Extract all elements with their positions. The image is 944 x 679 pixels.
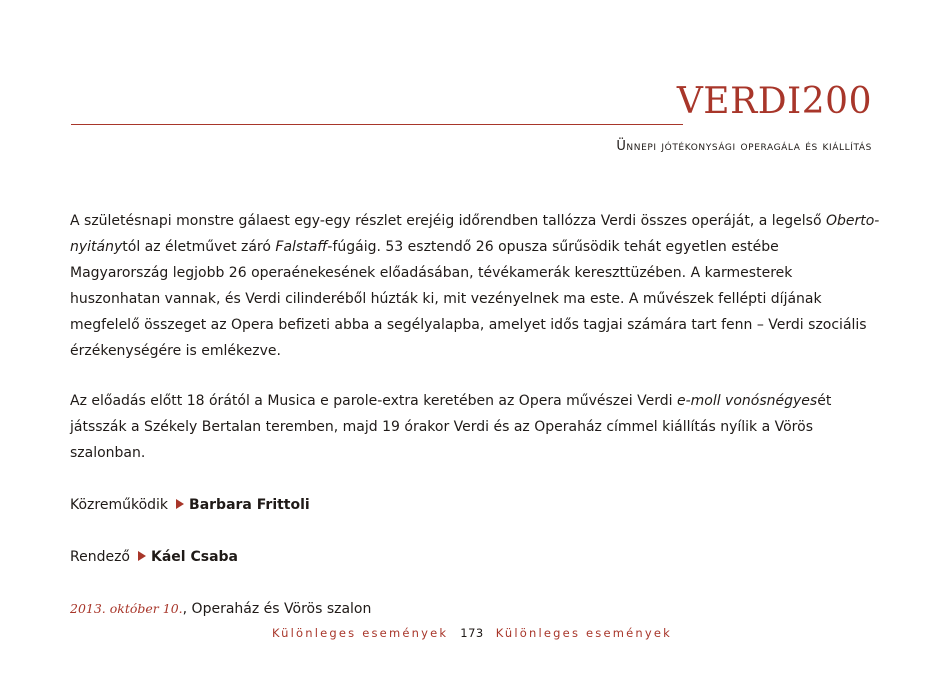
paragraph-text: A születésnapi monstre gálaest egy-egy részlet erejéig időrendben tallózza Verdi összes operáját, a legelső — [70, 213, 826, 229]
credit-line — [70, 544, 880, 570]
paragraph-text: tól az életművet záró — [122, 239, 276, 255]
header-rule — [71, 124, 683, 125]
event-separator: , — [182, 601, 188, 617]
paragraph-text: ét játsszák a Székely Bertalan teremben, majd 19 órakor Verdi és az Operaház címmel kiállítás nyílik a Vörös szalonban. — [70, 393, 832, 461]
paragraph-program — [70, 208, 880, 364]
page-subtitle: Ünnepi jótékonysági operagála és kiállítás — [616, 139, 872, 154]
work-title: Falstaff — [275, 239, 328, 255]
credit-label: Rendező — [70, 549, 130, 565]
article-body — [70, 208, 880, 622]
play-arrow-icon — [138, 551, 146, 561]
work-title: Oberto-nyitány — [70, 213, 880, 255]
page-title: VERDI200 — [676, 81, 872, 122]
event-venue: Operaház és Vörös szalon — [187, 601, 372, 617]
play-arrow-icon — [176, 499, 184, 509]
page-footer — [0, 626, 944, 640]
credit-name: Káel Csaba — [151, 549, 238, 565]
event-date: 2013. október 10. — [70, 601, 183, 616]
paragraph-text: Az előadás előtt 18 órától a Musica e parole-extra keretében az Opera művészei Verdi — [70, 393, 677, 409]
work-title: e-moll vonósnégyes — [676, 393, 818, 409]
credit-label: Közreműködik — [70, 497, 169, 513]
footer-section-left: Különleges események — [271, 626, 449, 640]
footer-section-right: Különleges események — [495, 626, 673, 640]
credit-name: Barbara Frittoli — [189, 497, 310, 513]
credit-line — [70, 492, 880, 518]
paragraph-pre-event — [70, 388, 880, 466]
paragraph-text: -fúgáig. 53 esztendő 26 opusza sűrűsödik tehát egyetlen estébe Magyarország legjobb 26 operaénekesének előadásában, tévékamerák kereszttüzében. A karmesterek huszonhatan vannak, és Verdi cilinderéből húzták ki, mit vezényelnek ma este. A művészek fellépti díjának megfelelő összeget az Opera befizeti abba a segélyalapba, amelyet idős tagjai számára tart fenn – Verdi szociális érzékenységére is emlékezve. — [70, 239, 867, 359]
page-number: 173 — [460, 626, 484, 640]
event-info — [70, 596, 880, 622]
